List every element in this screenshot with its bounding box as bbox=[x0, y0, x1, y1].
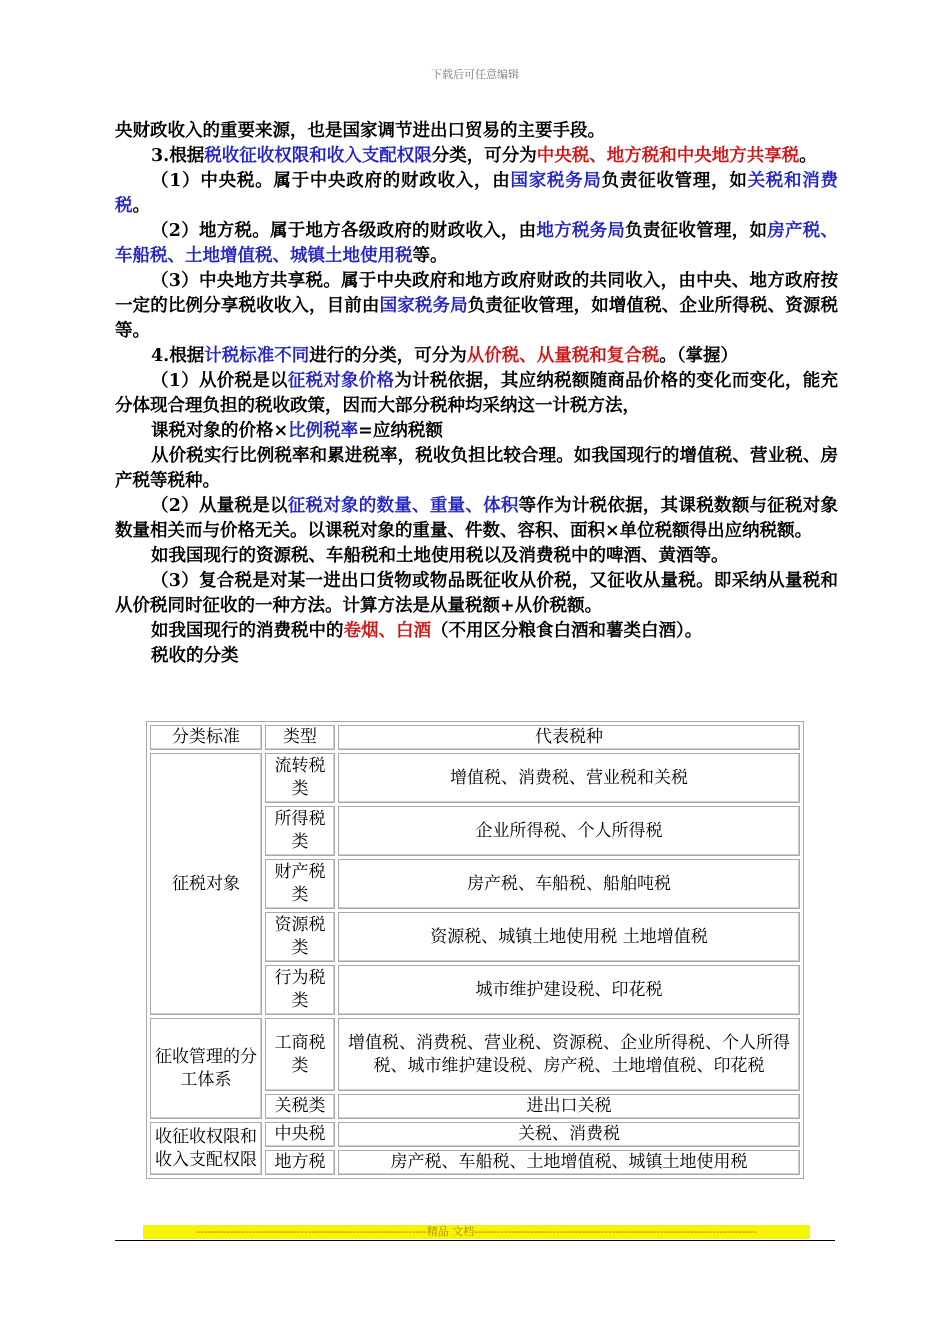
table-row bbox=[150, 1018, 800, 1091]
paragraph: （1）中央税。属于中央政府的财政收入，由国家税务局负责征收管理，如关税和消费税。 bbox=[115, 171, 839, 216]
table-row bbox=[150, 1122, 800, 1147]
type-cell: 行为税类 bbox=[265, 965, 335, 1015]
taxes-cell: 关税、消费税 bbox=[338, 1122, 800, 1147]
document-body bbox=[115, 119, 838, 669]
tax-classification-table bbox=[146, 721, 804, 1179]
paragraph: （3）中央地方共享税。属于中央政府和地方政府财政的共同收入，由中央、地方政府按一定的比例分享税收收入，目前由国家税务局负责征收管理，如增值税、企业所得税、资源税等。 bbox=[115, 271, 838, 341]
group-cell: 征税对象 bbox=[150, 753, 262, 1015]
paragraph: 从价税实行比例税率和累进税率，税收负担比较合理。如我国现行的增值税、营业税、房产税等税种。 bbox=[115, 446, 838, 491]
type-cell: 关税类 bbox=[265, 1094, 335, 1119]
paragraph: 4.根据计税标准不同进行的分类，可分为从价税、从量税和复合税。（掌握） bbox=[151, 346, 739, 366]
type-cell: 财产税类 bbox=[265, 859, 335, 909]
group-cell: 收征收权限和收入支配权限 bbox=[150, 1122, 262, 1175]
taxes-cell: 企业所得税、个人所得税 bbox=[338, 806, 800, 856]
paragraph: （3）复合税是对某一进出口货物或物品既征收从价税，又征收从量税。即采纳从量税和从价税同时征收的一种方法。计算方法是从量税额+从价税额。 bbox=[115, 571, 838, 616]
group-cell: 征收管理的分工体系 bbox=[150, 1018, 262, 1119]
table-header-row bbox=[150, 725, 800, 750]
paragraph: 如我国现行的资源税、车船税和土地使用税以及消费税中的啤酒、黄酒等。 bbox=[151, 546, 729, 566]
table-header: 分类标准 bbox=[150, 725, 262, 750]
type-cell: 流转税类 bbox=[265, 753, 335, 803]
type-cell: 所得税类 bbox=[265, 806, 335, 856]
formula: 课税对象的价格×比例税率=应纳税额 bbox=[151, 421, 443, 441]
paragraph: 如我国现行的消费税中的卷烟、白酒（不用区分粮食白酒和薯类白酒）。 bbox=[151, 621, 703, 641]
paragraph: （2）从量税是以征税对象的数量、重量、体积等作为计税依据，其课税数额与征税对象数量相关而与价格无关。以课税对象的重量、件数、容积、面积×单位税额得出应纳税额。 bbox=[115, 496, 838, 541]
taxes-cell: 城市维护建设税、印花税 bbox=[338, 965, 800, 1015]
footer-banner: --------------------------------------------------------------精品 文档---------------------------------------------------------------------------- bbox=[143, 1225, 810, 1239]
type-cell: 资源税类 bbox=[265, 912, 335, 962]
type-cell: 地方税 bbox=[265, 1150, 335, 1175]
paragraph: （1）从价税是以征税对象价格为计税依据，其应纳税额随商品价格的变化而变化，能充分体现合理负担的税收政策，因而大部分税种均采纳这一计税方法， bbox=[115, 371, 839, 416]
taxes-cell: 进出口关税 bbox=[338, 1094, 800, 1119]
paragraph: 3.根据税收征收权限和收入支配权限分类，可分为中央税、地方税和中央地方共享税。 bbox=[151, 146, 817, 166]
type-cell: 中央税 bbox=[265, 1122, 335, 1147]
taxes-cell: 房产税、车船税、船舶吨税 bbox=[338, 859, 800, 909]
footer-divider bbox=[115, 1240, 835, 1241]
taxes-cell: 增值税、消费税、营业税、资源税、企业所得税、个人所得税、城市维护建设税、房产税、土地增值税、印花税 bbox=[338, 1018, 800, 1091]
table-caption: 税收的分类 bbox=[151, 646, 239, 666]
taxes-cell: 房产税、车船税、土地增值税、城镇土地使用税 bbox=[338, 1150, 800, 1175]
type-cell: 工商税类 bbox=[265, 1018, 335, 1091]
taxes-cell: 增值税、消费税、营业税和关税 bbox=[338, 753, 800, 803]
table-row bbox=[150, 753, 800, 803]
page-header: 下载后可任意编辑 bbox=[431, 68, 519, 81]
paragraph: 央财政收入的重要来源，也是国家调节进出口贸易的主要手段。 bbox=[115, 121, 605, 141]
taxes-cell: 资源税、城镇土地使用税 土地增值税 bbox=[338, 912, 800, 962]
table-header: 类型 bbox=[265, 725, 335, 750]
paragraph: （2）地方税。属于地方各级政府的财政收入，由地方税务局负责征收管理，如房产税、车船税、土地增值税、城镇土地使用税等。 bbox=[115, 221, 839, 266]
table-header: 代表税种 bbox=[338, 725, 800, 750]
